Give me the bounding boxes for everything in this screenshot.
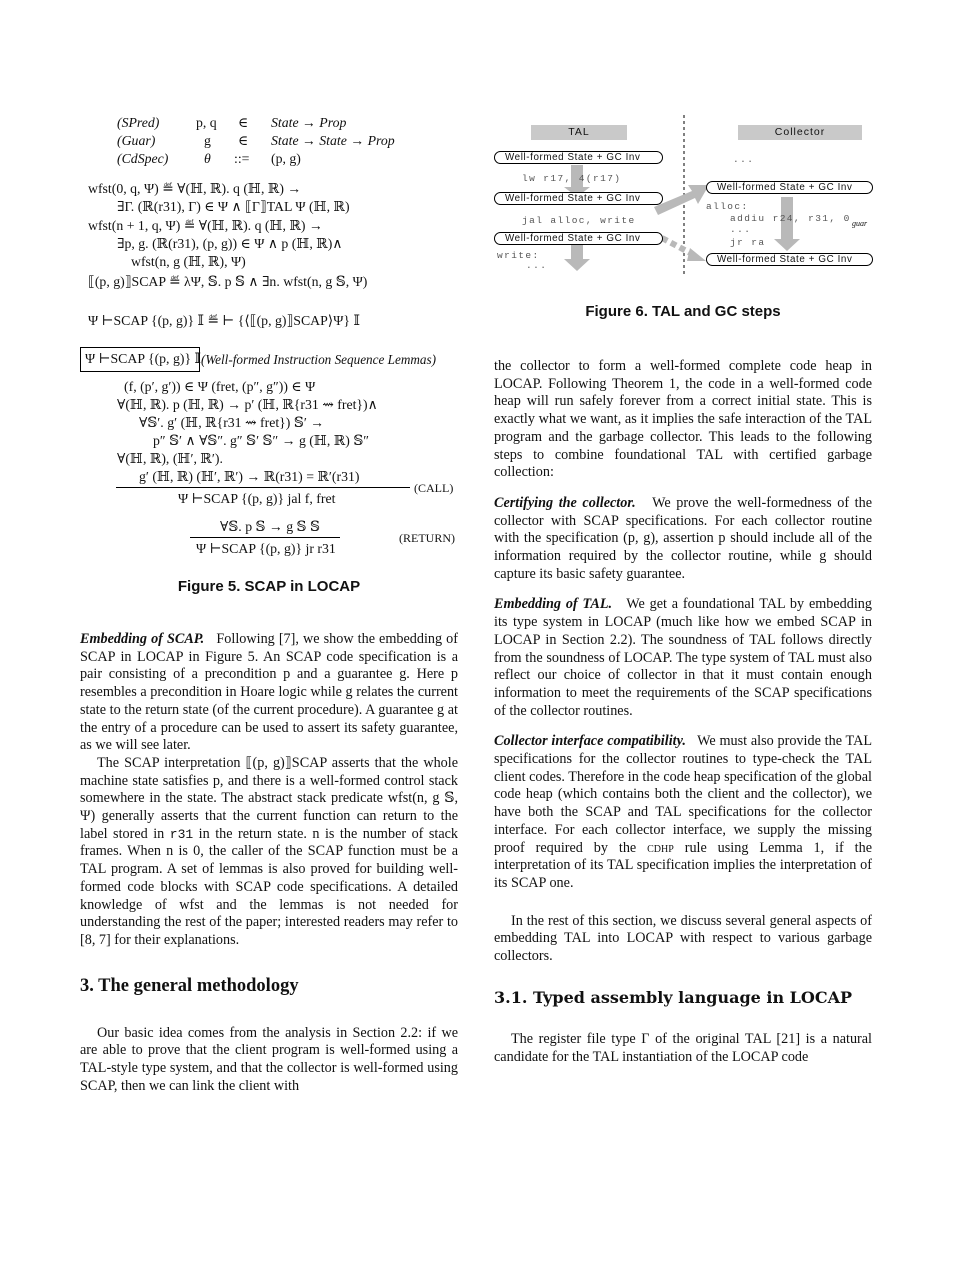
call-premise: p″ 𝕊′ ∧ ∀𝕊″. g″ 𝕊′ 𝕊″ → g (ℍ, ℝ) 𝕊″ <box>153 433 370 448</box>
paragraph-text: We prove the well-formedness of the collector with SCAP specifications. For each collector routine with the specification (p, g), assertion p should include all of the information required by the collector routine, while g should capture its basic safety guarantee. <box>494 494 873 582</box>
paragraph-methodology: Our basic idea comes from the analysis in Section 2.2: if we are able to prove that the client program is well-formed using a TAL-style type system, and that the collector is well-formed using SCAP, then we can link the client with <box>80 1024 458 1094</box>
call-premise: g′ (ℍ, ℝ) (ℍ′, ℝ′) → ℝ(r31) = ℝ′(r31) <box>139 469 360 484</box>
paragraph-text: We must also provide the TAL specifications for the collector routines to type-check the TAL client codes. Therefore in the code heap specification of the global code heap (which contains both the client and the collector), we have both the SCAP and TAL specifications for the collector interface. For each collector interface, we supply the missing proof required by the <box>494 733 873 856</box>
subsection-heading: 3.1. Typed assembly language in LOCAP <box>494 987 853 1007</box>
tal-code-line: lw r17, 4(r17) <box>522 173 622 184</box>
def-name: (CdSpec) <box>117 151 169 166</box>
left-column-text <box>80 631 458 1095</box>
collector-state-pill: Well-formed State + GC Inv <box>706 253 873 266</box>
wfst-line: ∃p, g. (ℝ(r31), (p, g)) ∈ Ψ ∧ p (ℍ, ℝ)∧ <box>117 236 343 251</box>
paragraph-continuation: the collector to form a well-formed complete code heap in LOCAP. Following Theorem 1, the code in a well-formed code heap will run safely forever from a correct initial state. This is exactly what we want, as it implies the safe interaction of the TAL program and the garbage collector. This leads to the following steps to combine foundational TAL with certified garbage collection: <box>494 358 872 481</box>
tal-label: TAL <box>531 125 627 140</box>
paragraph-scap-interpretation <box>80 755 458 950</box>
collector-code-line: jr ra <box>730 237 766 248</box>
return-conclusion: Ψ ⊢SCAP {(p, g)} jr r31 <box>196 541 336 556</box>
judgment-definition: Ψ ⊢SCAP {(p, g)} 𝕀 ≝ ⊢ {⟨⟦(p, g)⟧SCAP⟩Ψ} 𝕀 <box>88 313 360 328</box>
paragraph-text: rule using Lemma 1, if the interpretation of its TAL specification implies the interpretation of its SCAP one. <box>494 839 872 891</box>
right-column-text <box>494 358 872 1066</box>
return-rule-name: (RETURN) <box>399 531 455 545</box>
run-in-heading: Certifying the collector. <box>494 494 636 511</box>
paragraph-embedding-scap <box>80 631 458 755</box>
call-rule-name: (CALL) <box>414 481 454 495</box>
paragraph-text: Following [7], we show the embedding of SCAP in LOCAP in Figure 5. An SCAP code specification is a pair consisting of a precondition p and a guarantee g. Here p resembles a precondition in Hoare logic while g relates the current state to the return state (of the current procedure). A guarantee g at the entry of a procedure can be used to assert its safety guarantee, as we will see later. <box>80 631 458 754</box>
return-premise: ∀𝕊. p 𝕊 → g 𝕊 𝕊 <box>220 519 320 534</box>
collector-code-line: addiu r24, r31, 0 <box>730 213 851 224</box>
collector-state-pill: Well-formed State + GC Inv <box>706 181 873 194</box>
return-arrow-head <box>687 248 706 261</box>
tal-state-pill: Well-formed State + GC Inv <box>494 151 663 164</box>
wfst-line: ∃Γ. (ℝ(r31), Γ) ∈ Ψ ∧ ⟦Γ⟧TAL Ψ (ℍ, ℝ) <box>117 199 350 214</box>
def-op: ∈ <box>238 133 249 148</box>
call-premise: ∀𝕊′. g′ (ℍ, ℝ{r31 ⇝ fret}) 𝕊′ → <box>139 415 325 430</box>
wfst-line: wfst(n + 1, q, Ψ) ≝ ∀(ℍ, ℝ). q (ℍ, ℝ) → <box>88 218 323 233</box>
run-in-heading: Collector interface compatibility. <box>494 733 686 750</box>
paragraph-register-file: The register file type Γ of the original TAL [21] is a natural candidate for the TAL instantiation of the LOCAP code <box>494 1030 872 1065</box>
rule-name: cdhp <box>647 839 674 856</box>
tal-code-line: ... <box>526 260 548 271</box>
def-vars: θ <box>204 151 211 166</box>
call-conclusion: Ψ ⊢SCAP {(p, g)} jal f, fret <box>178 491 336 506</box>
def-type: State → Prop <box>271 115 347 130</box>
figure-6-caption: Figure 6. TAL and GC steps <box>585 303 781 320</box>
def-type: State → State → Prop <box>271 133 395 148</box>
call-premise: ∀(ℍ, ℝ). p (ℍ, ℝ) → p′ (ℍ, ℝ{r31 ⇝ fret})∧ <box>117 397 378 412</box>
tal-state-pill: Well-formed State + GC Inv <box>494 232 663 245</box>
collector-down-arrow-head <box>774 239 800 251</box>
def-name: (Guar) <box>117 133 156 148</box>
run-in-heading: Embedding of TAL. <box>494 596 613 613</box>
collector-code-line: ... <box>730 224 752 235</box>
paragraph-interface-compat <box>494 733 872 892</box>
collector-label: Collector <box>738 125 862 140</box>
run-in-heading: Embedding of SCAP. <box>80 631 205 647</box>
down-arrow-head <box>564 259 590 271</box>
tal-code-line: jal alloc, write <box>522 215 636 226</box>
def-op: ∈ <box>238 115 249 130</box>
paragraph-text: in the return state. n is the number of stack frames. When n is 0, the caller of the SCAP function must be a TAL program. A set of lemmas is also proved for building well-formed code blocks with SCAP code specifications. A detailed knowledge of wfst and the lemmas is not needed for understanding the rest of the paper; interested readers may refer to [8, 7] for their explanations. <box>80 825 459 948</box>
collector-code-line: ... <box>733 154 755 165</box>
collector-code-line: alloc: <box>706 201 749 212</box>
call-premise: ∀(ℍ, ℝ), (ℍ′, ℝ′). <box>117 451 223 466</box>
tal-code-line: write: <box>497 250 540 261</box>
boxed-judgment: Ψ ⊢SCAP {(p, g)} 𝕀 <box>85 351 201 366</box>
def-type: (p, g) <box>271 151 301 166</box>
register-name: r31 <box>169 826 194 842</box>
wfst-line: wfst(0, q, Ψ) ≝ ∀(ℍ, ℝ). q (ℍ, ℝ) → <box>88 181 302 196</box>
tal-state-pill: Well-formed State + GC Inv <box>494 192 663 205</box>
paragraph-certifying <box>494 495 872 584</box>
wfst-line: ⟦(p, g)⟧SCAP ≝ λΨ, 𝕊. p 𝕊 ∧ ∃n. wfst(n, g 𝕊, Ψ) <box>88 274 368 289</box>
paragraph-embedding-tal <box>494 596 872 720</box>
call-rule-line <box>116 487 410 488</box>
paragraph-rest-of-section: In the rest of this section, we discuss several general aspects of embedding TAL into LOCAP with respect to various garbage collectors. <box>494 912 872 965</box>
section-heading: 3. The general methodology <box>80 975 299 996</box>
call-premise: (f, (p′, g′)) ∈ Ψ (fret, (p″, g″)) ∈ Ψ <box>124 379 316 394</box>
boxed-judgment-label: (Well-formed Instruction Sequence Lemmas) <box>201 352 437 367</box>
wfst-line: wfst(n, g (ℍ, ℝ), Ψ) <box>131 254 246 269</box>
def-op: ::= <box>234 151 250 166</box>
figure-5-caption: Figure 5. SCAP in LOCAP <box>177 578 361 595</box>
def-vars: p, q <box>196 115 217 130</box>
guar-label: guar <box>852 219 868 228</box>
paragraph-text: We get a foundational TAL by embedding its type system in LOCAP (much like how we embed SCAP in LOCAP in Section 2.2). The soundness of TAL follows directly from the soundness of LOCAP. The type system of TAL must also reflect our choice of collector in that it must contain enough information to meet the requirements of the SCAP specifications of the collector routines. <box>494 596 872 719</box>
def-name: (SPred) <box>117 115 160 130</box>
def-vars: g <box>204 133 211 148</box>
return-rule-line <box>190 537 340 538</box>
paragraph-text: The SCAP interpretation ⟦(p, g)⟧SCAP asserts that the whole machine state satisfies p, and there is a well-formed control stack somewhere in the state. The abstract stack predicate wfst(n, g 𝕊, Ψ) generally asserts that the current function can return to the label stored in <box>80 754 458 842</box>
